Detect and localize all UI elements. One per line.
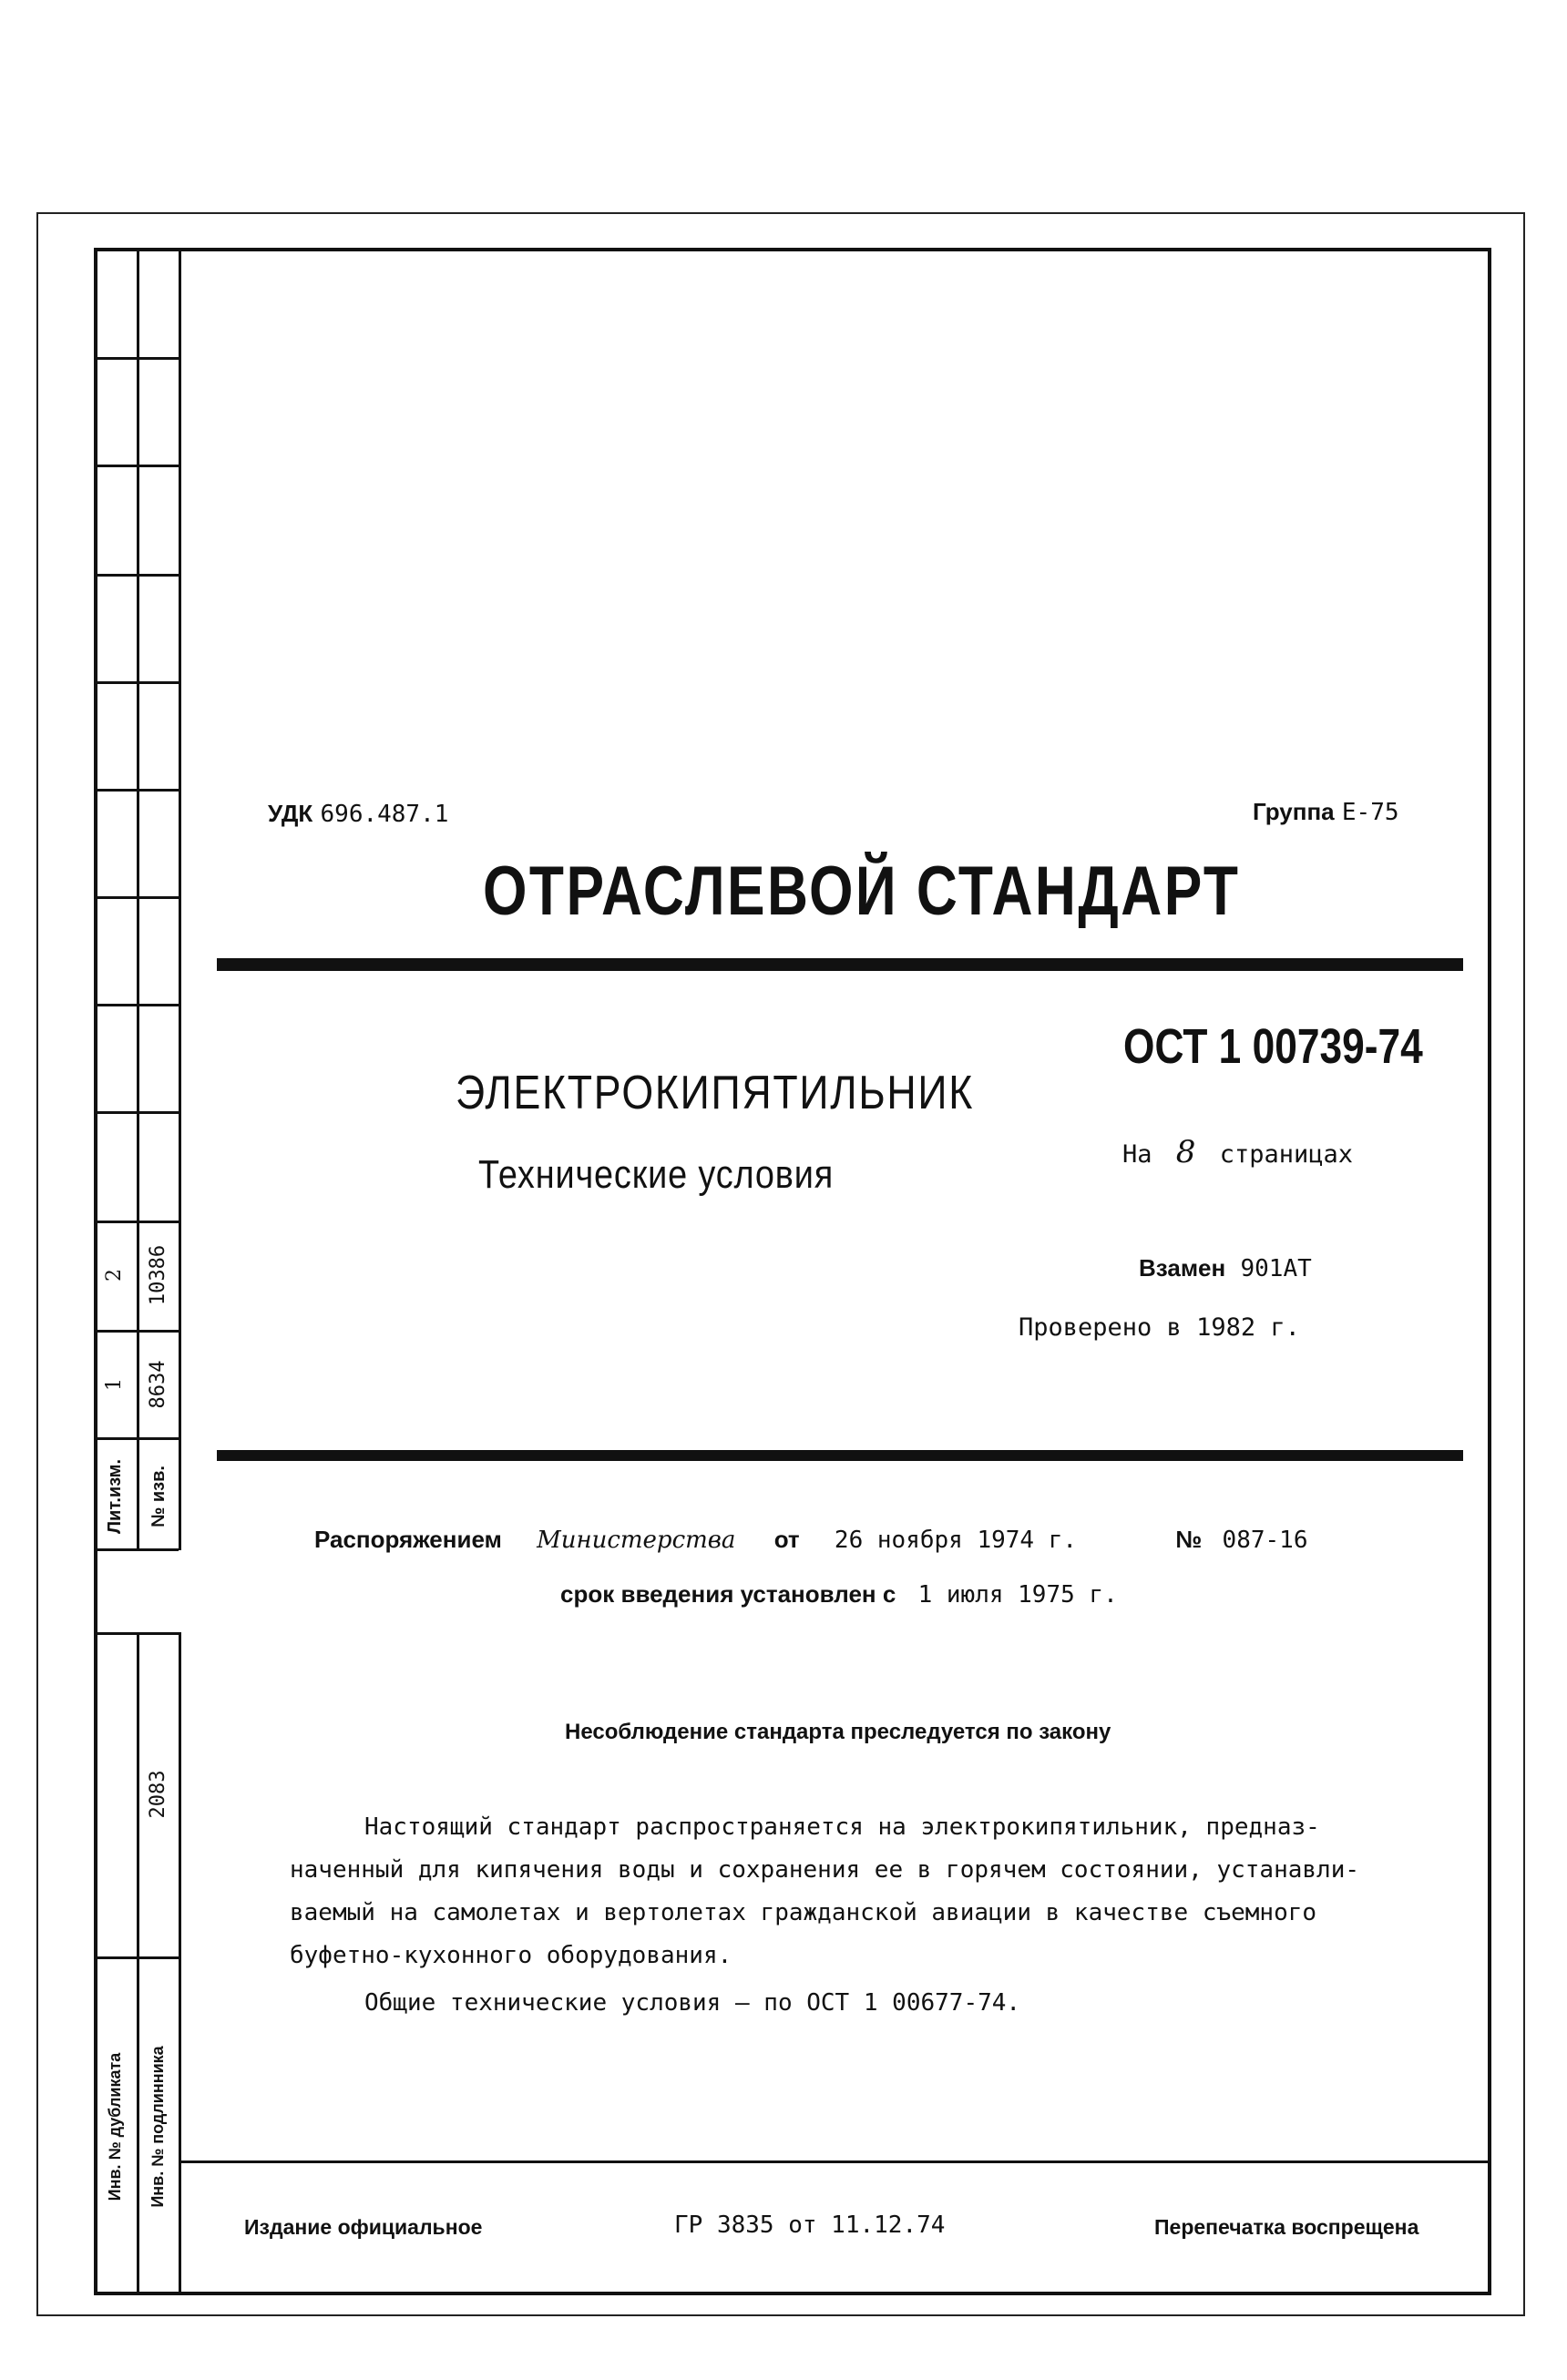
footer-registration: ГР 3835 от 11.12.74 [674, 2211, 946, 2239]
side-podl-label: Инв. № подлинника [149, 2046, 167, 2208]
udk-value: 696.487.1 [320, 801, 449, 828]
order-from: от [773, 1526, 800, 1553]
side-row2-izv: 10386 [147, 1244, 169, 1306]
pages-prefix: На [1122, 1140, 1152, 1169]
side-hline [94, 357, 179, 360]
udk-label: УДК [268, 800, 313, 827]
side-hline [94, 896, 179, 899]
udk [268, 800, 448, 828]
footer-separator [179, 2160, 1491, 2163]
effective-line [560, 1580, 1118, 1609]
group-value: Е-75 [1341, 799, 1399, 826]
title-rule [217, 958, 1463, 971]
side-dubl-label: Инв. № дубликата [106, 2052, 124, 2201]
side-hline [94, 681, 179, 684]
side-hline [94, 574, 179, 577]
checked-note: Проверено в 1982 г. [1019, 1313, 1300, 1342]
side-vline-4 [179, 1632, 181, 2295]
replaces-value: 901АТ [1240, 1255, 1312, 1282]
page-title: ОТРАСЛЕВОЙ СТАНДАРТ [483, 853, 1241, 930]
side-hline [94, 789, 179, 792]
footer-reprint-prohibited: Перепечатка воспрещена [1154, 2215, 1419, 2239]
side-izv-label: № изв. [149, 1466, 169, 1527]
standard-number: ОСТ 1 00739-74 [1123, 1019, 1423, 1074]
product-name: ЭЛЕКТРОКИПЯТИЛЬНИК [456, 1067, 975, 1119]
body-line-3: ваемый на самолетах и вертолетах гражданской авиации в качестве съемного [290, 1899, 1317, 1926]
body-line-1: Настоящий стандарт распространяется на электрокипятильник, предназ- [364, 1813, 1320, 1841]
order-number-value: 087-16 [1222, 1527, 1308, 1554]
side-row1-izv: 8634 [147, 1360, 169, 1409]
order-ministry: Министерства [537, 1527, 736, 1554]
side-hline [94, 1111, 179, 1114]
side-hline [94, 465, 179, 467]
body-line-2: наченный для кипячения воды и сохранения ее в горячем состоянии, устанавли- [290, 1856, 1359, 1884]
replaces-label: Взамен [1139, 1254, 1226, 1282]
pages-suffix: страницах [1219, 1140, 1353, 1169]
order-rule [217, 1450, 1463, 1461]
warning-note: Несоблюдение стандарта преследуется по закону [565, 1720, 1111, 1744]
side-hline [94, 1004, 179, 1006]
product-subtitle: Технические условия [478, 1152, 835, 1197]
group [1253, 798, 1399, 826]
side-hline [94, 1956, 179, 1959]
order-label: Распоряжением [314, 1526, 502, 1553]
side-lit-label: Лит.изм. [105, 1459, 125, 1535]
body-line-5: Общие технические условия – по ОСТ 1 00677-74. [364, 1989, 1021, 2017]
group-label: Группа [1253, 798, 1335, 825]
body-line-4: буфетно-кухонного оборудования. [290, 1942, 732, 1969]
side-row1-lit: 1 [103, 1378, 126, 1391]
side-vline-1 [137, 248, 139, 1550]
order-date: 26 ноября 1974 г. [834, 1527, 1078, 1554]
side-hline [94, 1632, 179, 1635]
replaces-line [1139, 1254, 1312, 1282]
order-number-label: № [1175, 1526, 1203, 1553]
footer-official-edition: Издание официальное [244, 2215, 483, 2239]
pages-line [1122, 1134, 1353, 1170]
pages-count: 8 [1175, 1134, 1196, 1170]
order-line [314, 1526, 1307, 1554]
side-vline-2 [179, 248, 181, 1550]
effective-date: 1 июля 1975 г. [917, 1581, 1118, 1609]
effective-label: срок введения установлен с [560, 1580, 896, 1608]
side-podl-value: 2083 [147, 1770, 169, 1819]
side-row2-lit: 2 [103, 1269, 126, 1282]
